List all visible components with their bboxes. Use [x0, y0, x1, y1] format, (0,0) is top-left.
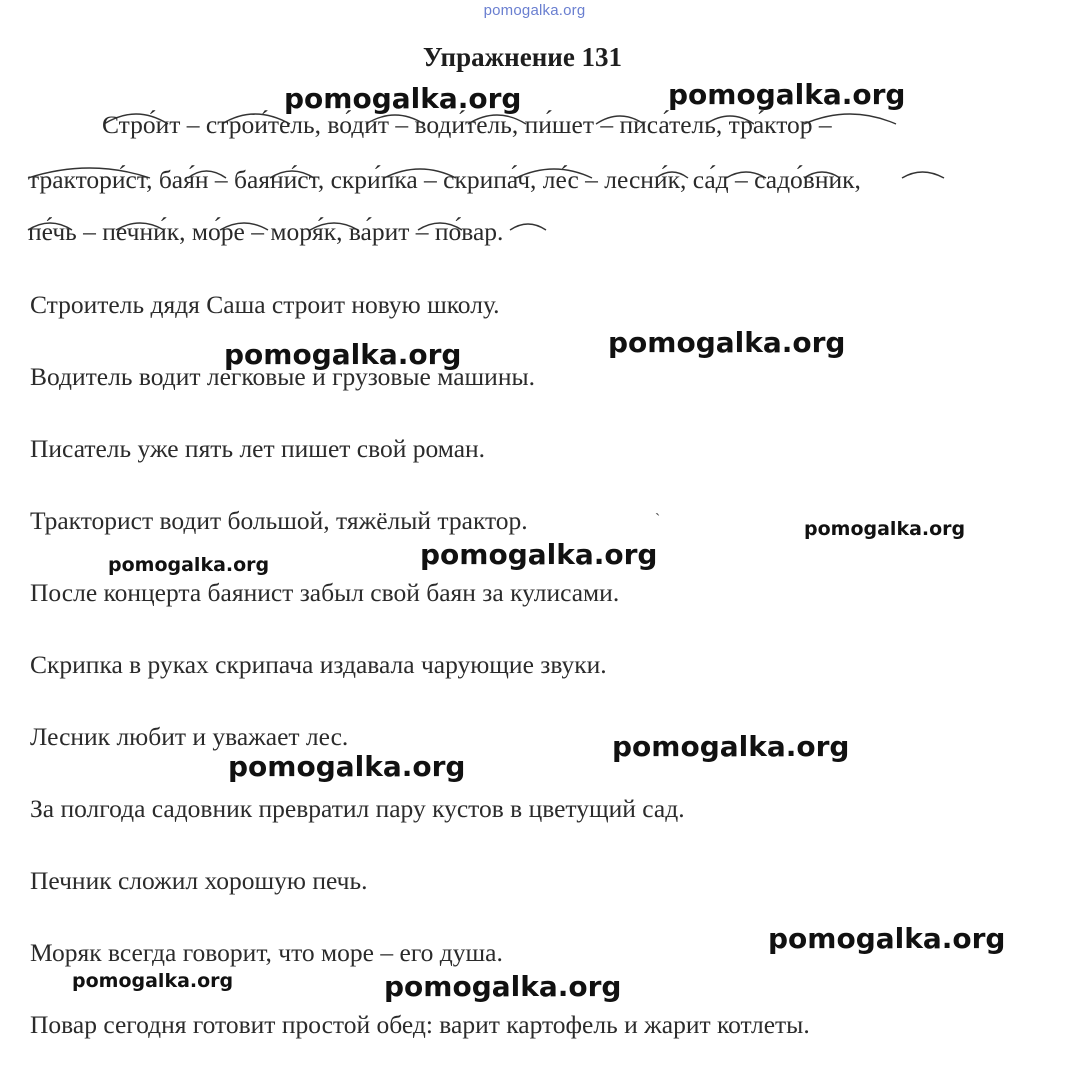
watermark: pomogalka.org [804, 518, 966, 540]
root-arc [902, 172, 944, 178]
watermark: pomogalka.org [420, 538, 658, 571]
sentence: Моряк всегда говорит, что море – его душа. [30, 938, 503, 967]
watermark: pomogalka.org [224, 338, 462, 371]
sentence: Тракторист водит большой, тяжёлый трактор. [30, 506, 528, 535]
sentence: Скрипка в руках скрипача издавала чарующие звуки. [30, 650, 607, 679]
watermark: pomogalka.org [72, 970, 234, 992]
analysis-line: пе́чь – печни́к, мо́ре – моря́к, ва́рит – по́вар. [28, 217, 504, 246]
sentence: Строитель дядя Саша строит новую школу. [30, 290, 500, 319]
sentence: Лесник любит и уважает лес. [30, 722, 349, 751]
analysis-line: Стро́ит – строи́тель, во́дит – води́тель, пи́шет – писа́тель, тра́ктор – [102, 110, 832, 139]
sentence: Водитель водит легковые и грузовые машины. [30, 362, 535, 391]
exercise-title: Упражнение 131 [422, 42, 623, 72]
sentence: После концерта баянист забыл свой баян за кулисами. [30, 578, 620, 607]
watermark: pomogalka.org [668, 78, 906, 111]
watermark: pomogalka.org [108, 554, 270, 576]
sentence: Писатель уже пять лет пишет свой роман. [30, 434, 486, 463]
watermark: pomogalka.org [608, 326, 846, 359]
sentence: За полгода садовник превратил пару кустов в цветущий сад. [30, 794, 685, 823]
site-mark: pomogalka.org [483, 2, 586, 19]
root-arc [510, 224, 546, 230]
stray-mark: ` [655, 512, 661, 529]
sentence: Повар сегодня готовит простой обед: варит картофель и жарит котлеты. [30, 1010, 810, 1039]
watermark: pomogalka.org [384, 970, 622, 1003]
watermark: pomogalka.org [228, 750, 466, 783]
watermark: pomogalka.org [768, 922, 1006, 955]
watermark: pomogalka.org [612, 730, 850, 763]
analysis-line: трактори́ст, бая́н – баяни́ст, скри́пка – скрипа́ч, ле́с – лесни́к, са́д – садо́вник, [28, 165, 861, 194]
watermark: pomogalka.org [284, 82, 522, 115]
sentence: Печник сложил хорошую печь. [30, 866, 368, 895]
